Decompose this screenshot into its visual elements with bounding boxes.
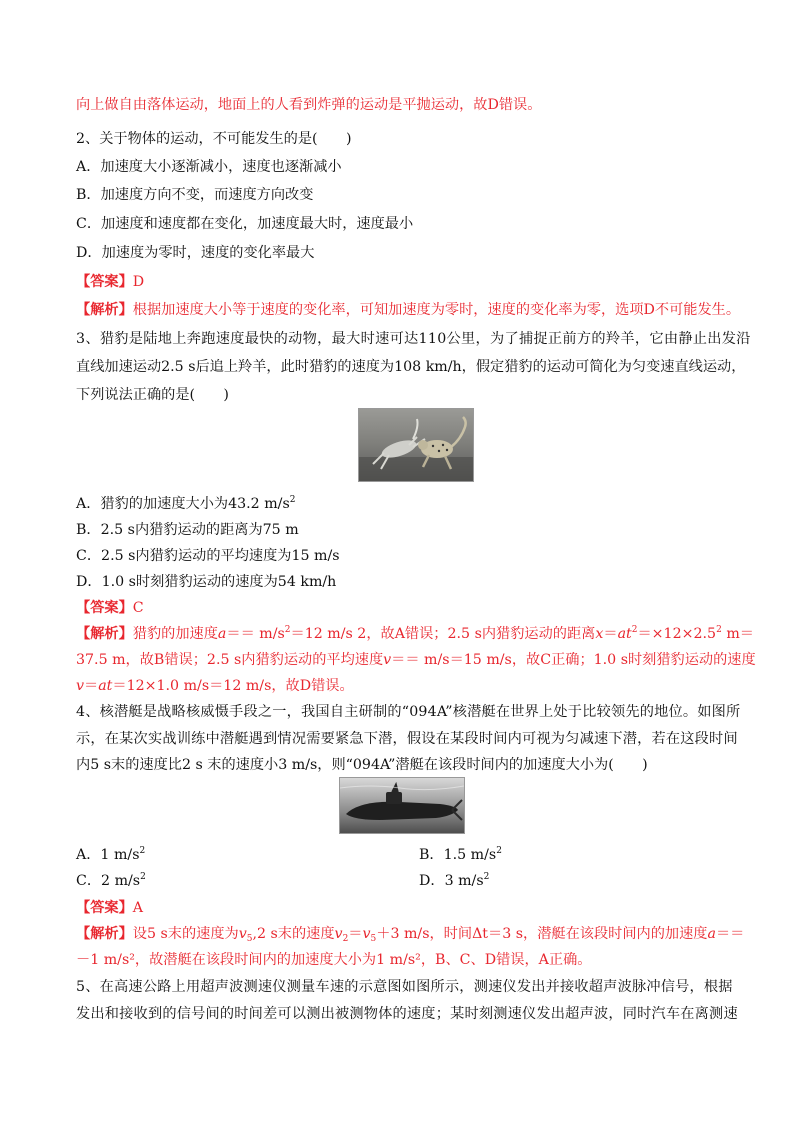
option-2c: C．加速度和速度都在变化，加速度最大时，速度最小 bbox=[76, 216, 414, 232]
question-4-line-2: 示，在某次实战训练中潜艇遇到情况需要紧急下潜，假设在某段时间内可视为匀减速下潜，若在这段时间 bbox=[76, 731, 738, 747]
question-4-line-1: 4、核潜艇是战略核威慑手段之一，我国自主研制的“094A”核潜艇在世界上处于比较领先的地位。如图所 bbox=[76, 704, 741, 720]
option-2b: B．加速度方向不变，而速度方向改变 bbox=[76, 187, 314, 203]
question-2: 2、关于物体的运动，不可能发生的是( ) bbox=[76, 131, 352, 147]
explanation-3-line-2: 37.5 m，故B错误；2.5 s内猎豹运动的平均速度v＝＝ m/s＝15 m/s，故C正确；1.0 s时刻猎豹运动的速度 bbox=[76, 652, 756, 668]
submarine-photo bbox=[339, 777, 465, 834]
question-3-line-2: 直线加速运动2.5 s后追上羚羊，此时猎豹的速度为108 km/h，假定猎豹的运动可简化为匀变速直线运动， bbox=[76, 359, 746, 375]
answer-2 bbox=[76, 272, 144, 292]
explanation-3-line-3: v＝at＝12×1.0 m/s＝12 m/s，故D错误。 bbox=[76, 678, 354, 694]
option-3b: B．2.5 s内猎豹运动的距离为75 m bbox=[76, 522, 299, 538]
option-3c: C．2.5 s内猎豹运动的平均速度为15 m/s bbox=[76, 548, 340, 564]
text-line: 向上做自由落体运动，地面上的人看到炸弹的运动是平抛运动，故D错误。 bbox=[76, 97, 542, 113]
question-4-line-3: 内5 s末的速度比2 s 末的速度小3 m/s，则“094A”潜艇在该段时间内的加速度大小为( ) bbox=[76, 757, 648, 773]
cheetah-hunting-photo bbox=[358, 408, 474, 482]
submarine-image bbox=[340, 778, 464, 833]
answer-value: D bbox=[132, 274, 145, 290]
answer-4: 【答案】A bbox=[76, 900, 144, 916]
explanation-tag: 【解析】 bbox=[76, 302, 133, 318]
answer-tag: 【答案】 bbox=[76, 274, 133, 290]
option-4c: C．2 $m/s^2$ bbox=[76, 872, 146, 889]
answer-3: 【答案】C bbox=[76, 600, 144, 616]
question-3-line-3: 下列说法正确的是( ) bbox=[76, 387, 229, 403]
question-5-line-1: 5、在高速公路上用超声波测速仪测量车速的示意图如图所示，测速仪发出并接收超声波脉冲信号，根据 bbox=[76, 979, 733, 995]
question-5-line-2: 发出和接收到的信号间的时间差可以测出被测物体的速度；某时刻测速仪发出超声波，同时汽车在离测速 bbox=[76, 1006, 738, 1022]
explanation-2 bbox=[76, 300, 740, 320]
explanation-4-line-2: －1 m/s²，故潜艇在该段时间内的加速度大小为1 m/s²，B、C、D错误，A正确。 bbox=[76, 952, 592, 968]
option-2a: A．加速度大小逐渐减小，速度也逐渐减小 bbox=[76, 159, 342, 175]
question-3-line-1: 3、猎豹是陆地上奔跑速度最快的动物，最大时速可达110公里，为了捕捉正前方的羚羊，它由静止出发沿 bbox=[76, 331, 751, 347]
option-4d: D．3 $m/s^2$ bbox=[419, 872, 490, 889]
option-2d: D．加速度为零时，速度的变化率最大 bbox=[76, 245, 315, 261]
explanation-4-line-1: 【解析】设5 s末的速度为$v_5,2$ s末的速度$v_2=v_5+3$ m/s，时间Δt＝3 s，潜艇在该段时间内的加速度a＝＝ bbox=[76, 926, 745, 944]
explanation-3-line-1: 【解析】猎豹的加速度$a== m/s^2=12$ m/s 2，故A错误；2.5 s内猎豹运动的距离$x=at^2=\times 12\times 2.5^2$ m＝ bbox=[76, 625, 754, 642]
option-3a: A．猎豹的加速度大小为43.2 $m/s^2$ bbox=[76, 495, 296, 512]
option-3d: D．1.0 s时刻猎豹运动的速度为54 km/h bbox=[76, 574, 337, 590]
cheetah-image bbox=[359, 409, 473, 481]
option-4a: A．1 $m/s^2$ bbox=[76, 846, 146, 863]
explanation-text: 根据加速度大小等于速度的变化率，可知加速度为零时，速度的变化率为零，选项D不可能发生。 bbox=[132, 302, 741, 318]
option-4b: B．1.5 $m/s^2$ bbox=[419, 846, 502, 863]
